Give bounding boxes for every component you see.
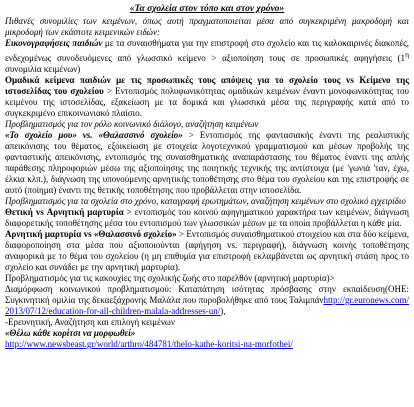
section-testimony xyxy=(5,207,409,229)
section-heading: Θετική vs Αρνητική μαρτυρία xyxy=(5,207,124,217)
newsbeast-link[interactable]: http://www.newsbeast.gr/world/arthro/484781/thelo-kathe-koritsi-na-morfothei/ xyxy=(5,339,293,349)
section-heading: Αρνητική μαρτυρία vs «Θαλασσινό σχολείο» xyxy=(5,229,177,239)
section-heading: Ομαδικά κείμενα παιδιών με τις προσωπικές τους απόψεις για το σχολείο τους vs Κείμενο της ιστοσελίδας του σχολείου xyxy=(5,75,409,96)
section-heading: «Το σχολείο μου» vs. «Θαλασσινό σχολείο» xyxy=(5,130,183,140)
section-group-texts xyxy=(5,75,409,119)
reflection-dialogue: Προβληματισμός για τον ρόλο κοινωνικό διάλογο, αναζήτηση κειμένων xyxy=(5,119,259,129)
social-reflection-end: ), xyxy=(220,306,226,316)
section-text: με τα συναισθήματα για την επιστροφή στο σχολείο και τις καλοκαιρινές διακοπές, ενδεχομένως συνοδευόμενες από γλωσσικό κείμενο > αξιοποίηση τους σε προσωπικές αφηγήσεις (1 xyxy=(5,38,409,63)
superscript: η xyxy=(405,50,409,59)
section-my-school xyxy=(5,130,409,196)
article-title: «Θέλω κάθε κορίτσι να μορφωθεί» xyxy=(5,328,136,338)
section-text: > εντοπισμός του κοινού αφηγηματικού χαρακτήρα των κειμένων, διάγνωση διαφορετικής τοποθέτησης μέσα του εντοπισμού των γλωσσικών μέσων με τα οποία προβάλλεται η κάθε μία. xyxy=(5,207,409,228)
section-text: > Εντοπισμός πολυφωνικότητας ομαδικών κειμένων έναντι μονοφωνικότητας του κειμένου της ιστοσελίδας, εξακείωση με τα δομικά και γλωσσικά μέσα της περιγραφής κατά από το συγκεκριμένο επικοινωνιακό πλαίσιο. xyxy=(5,86,409,118)
reflection-schools-in-time: Προβληματισμός για τα σχολεία στο χρόνο, καταγραφή ερωτημάτων, αναζήτηση κειμένων στο σχολικό εγχειρίδιο xyxy=(5,196,406,206)
reflection-hardships: Προβληματισμός για τις κακουχίες της σχολικής ζωής στο παρελθόν (αρνητική μαρτυρία)> xyxy=(5,273,335,283)
euronews-link[interactable]: http://gr.euronews.com/2013/07/12/education-for-all-children-malala-addresses-un/ xyxy=(5,295,409,316)
section-illustrations xyxy=(5,38,409,75)
section-heading: Εικονογραφήσεις παιδιών xyxy=(5,38,103,48)
social-reflection xyxy=(5,284,409,317)
document-title: «Τα σχολεία στον τόπο και στον χρόνο» xyxy=(129,4,285,14)
newsbeast-link-line xyxy=(5,339,409,350)
section-text-end: συνομιλία κειμένων) xyxy=(5,64,81,74)
section-negative-vs-sea-school xyxy=(5,229,409,273)
section-text: > Εντοπισμός της φαντασιακής έναντι της ρεαλιστικής απεικόνισης του θέματος, εξοικείωση με στοιχεία λογοτεχνικού γραμματισμού και μέσων προβολής της φανταστικής απεικόνισης, εντοπισμός της συναισθηματικής αναπαράστασης του θέματος έναντι της απλής παράθεσης πληροφοριών μέσω της αξιοποίησης της ποιητικής τεχνικής της αντίστοιχα (με 'γωνιά 'ταν, έχω, έλκια κλπ.), διάγνωση της υπονούμενης αρνητικής τοποθέτησης στο θέμα του σχολείου και της επιστροφής σε αυτό (ποίημα) έναντι της θετικής τοποθέτησης που προβάλλεται στην ιστοσελίδα. xyxy=(5,130,409,195)
intro-paragraph: Πιθανές συνομιλίες των κειμένων, όπως αυτή πραγματοποιείται μέσα από συγκεκριμένη μακροδομή και μικροδομή των εκάστοτε κειμενικών ειδών: xyxy=(5,16,409,37)
research-line: -Ερευνητική, Αναζήτηση και επιλογή κειμένων xyxy=(5,317,175,327)
social-reflection-text: Διαμόρφωση κοινωνικού προβληματισμού: Καταπάτηση ισότητας πρόσβασης στην εκπαίδευση(ΟΗΕ: Συγκινητική ομιλία της δεκαεξάχρονης Μαλάλα που πυροβολήθηκε από τους Ταλιμπάν xyxy=(5,284,409,305)
section-text: > Εντοπισμός συναισθηματικού στοιχείου και στα δύο κείμενα, διαφοροποίηση στα μέσα που αξιοποιούνται (αφήγηση vs. περιγραφή), διάγνωση κοινής τοποθέτησης αναφορικά με το θέμα του σχολείου (η μη επιθυμία για επιστροφή εκλαμβάνεται ως αρνητική στάση προς το σχολείο και συνάδει με την αρνητική μαρτυρία). xyxy=(5,229,409,272)
